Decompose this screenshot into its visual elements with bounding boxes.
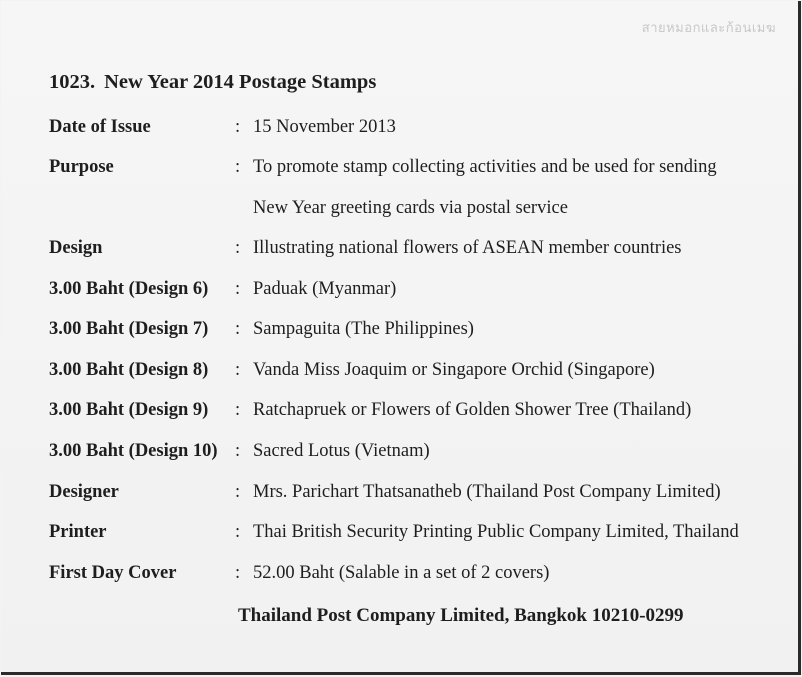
row-colon: : [235,279,241,299]
row-value: Mrs. Parichart Thatsanatheb (Thailand Post Company Limited) [253,482,721,502]
row-colon: : [235,400,241,420]
row-label: Date of Issue [49,117,151,137]
row-value: Sacred Lotus (Vietnam) [253,441,430,461]
row-colon: : [235,482,241,502]
row-value: Thai British Security Printing Public Company Limited, Thailand [253,522,739,542]
row-colon: : [235,360,241,380]
row-colon: : [235,157,241,177]
document-title [49,71,376,94]
title-text: New Year 2014 Postage Stamps [104,71,377,93]
row-colon: : [235,238,241,258]
row-colon: : [235,319,241,339]
row-value: 52.00 Baht (Salable in a set of 2 covers) [253,563,550,583]
row-colon: : [235,563,241,583]
document-page [1,1,801,675]
row-colon: : [235,522,241,542]
row-value: 15 November 2013 [253,117,396,137]
row-colon: : [235,441,241,461]
row-label: Printer [49,522,107,542]
row-label: 3.00 Baht (Design 6) [49,279,209,299]
row-label: Purpose [49,157,114,177]
watermark-text: สายหมอกและก้อนเมฆ [641,21,776,36]
row-label: 3.00 Baht (Design 8) [49,360,209,380]
row-value: New Year greeting cards via postal service [253,198,568,218]
row-label: 3.00 Baht (Design 10) [49,441,218,461]
row-colon: : [235,117,241,137]
title-number: 1023. [49,71,96,93]
row-label: Design [49,238,103,258]
row-value: Paduak (Myanmar) [253,279,397,299]
row-label: First Day Cover [49,563,177,583]
row-label: Designer [49,482,119,502]
publisher-footer: Thailand Post Company Limited, Bangkok 10210-0299 [238,605,684,626]
row-value: Sampaguita (The Philippines) [253,319,474,339]
row-value: To promote stamp collecting activities and be used for sending [253,157,717,177]
row-label: 3.00 Baht (Design 9) [49,400,209,420]
row-value: Vanda Miss Joaquim or Singapore Orchid (Singapore) [253,360,655,380]
row-value: Illustrating national flowers of ASEAN member countries [253,238,682,258]
row-label: 3.00 Baht (Design 7) [49,319,209,339]
row-value: Ratchapruek or Flowers of Golden Shower Tree (Thailand) [253,400,692,420]
